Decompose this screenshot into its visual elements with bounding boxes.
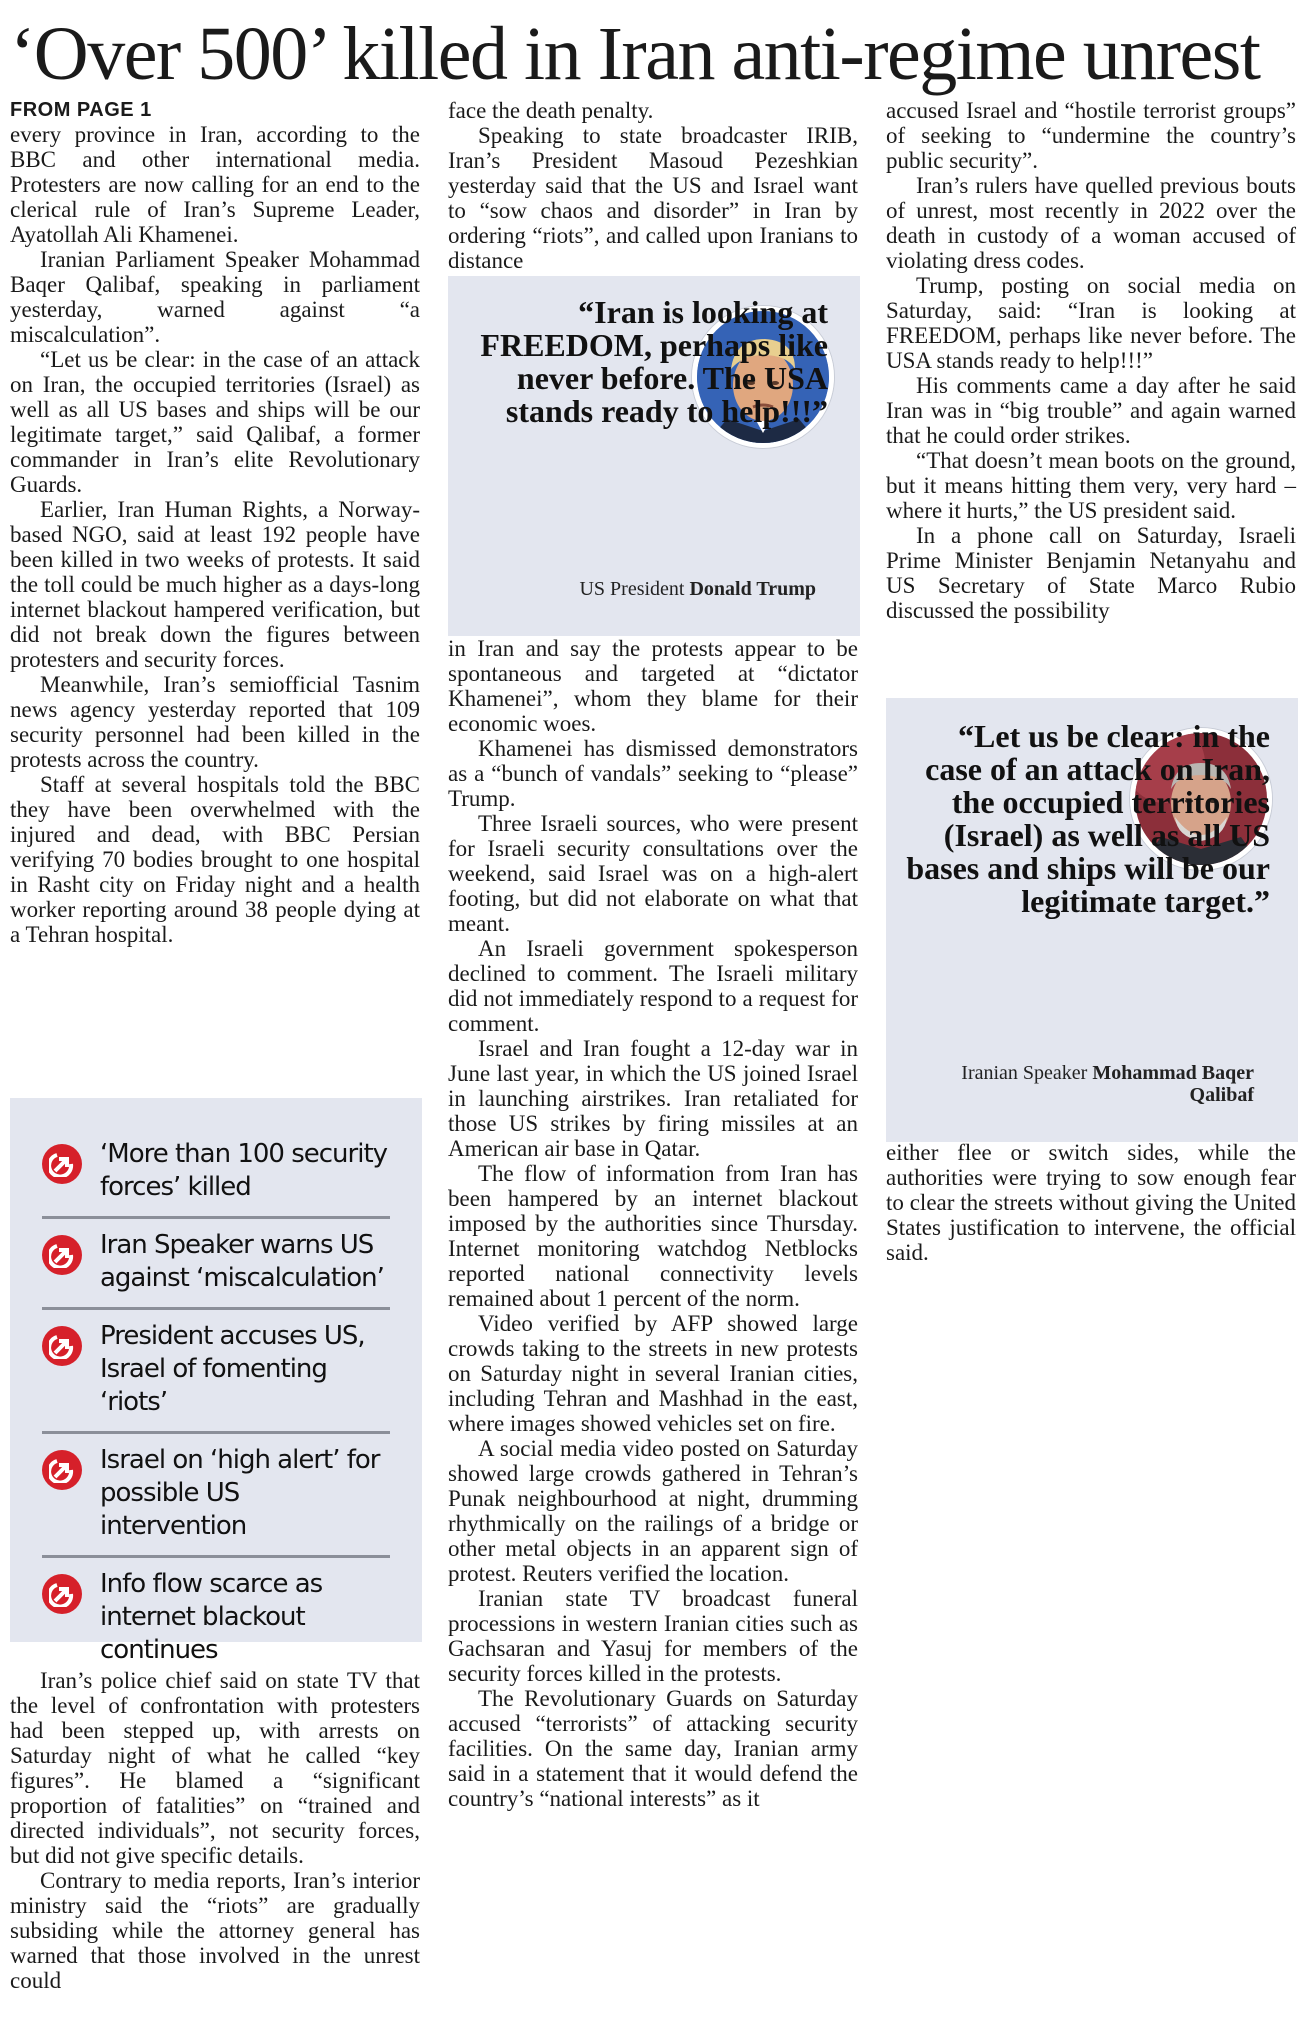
- paragraph: Earlier, Iran Human Rights, a Norway-based NGO, said at least 192 people have been killed in two weeks of protests. It said the toll could be much higher as a days-long internet blackout hampered verification, but did not break down the figures between protesters and security forces.: [10, 497, 420, 672]
- paragraph: Staff at several hospitals told the BBC they have been overwhelmed with the injured and dead, with BBC Persian verifying 70 bodies brought to one hospital in Rasht city on Friday night and a health worker reporting around 38 people dying at a Tehran hospital.: [10, 772, 420, 947]
- paragraph: Three Israeli sources, who were present for Israeli security consultations over the weekend, said Israel was on a high-alert footing, but did not elaborate on what that meant.: [448, 811, 858, 936]
- attribution-role: US President: [579, 578, 685, 600]
- paragraph: Contrary to media reports, Iran’s interior ministry said the “riots” are gradually subsiding while the attorney general has warned that those involved in the unrest could: [10, 1868, 420, 1993]
- headline: ‘Over 500’ killed in Iran anti-regime unrest: [10, 12, 1260, 96]
- attribution-name: Mohammad Baqer Qalibaf: [1092, 1062, 1254, 1106]
- highlight-text: Israel on ‘high alert’ for possible US intervention: [100, 1445, 380, 1541]
- paragraph: Speaking to state broadcaster IRIB, Iran’s President Masoud Pezeshkian yesterday said that the US and Israel want to “sow chaos and disorder” in Iran by ordering “riots”, and called upon Iranians to distance: [448, 123, 858, 273]
- paragraph: An Israeli government spokesperson declined to comment. The Israeli military did not immediately respond to a request for comment.: [448, 936, 858, 1036]
- pull-quote-qalibaf: [886, 698, 1298, 1142]
- paragraph: face the death penalty.: [448, 98, 654, 123]
- paragraph: A social media video posted on Saturday showed large crowds gathered in Tehran’s Punak neighbourhood at night, drumming rhythmically on the railings of a bridge or other metal objects in an apparent sign of protest. Reuters verified the location.: [448, 1436, 858, 1586]
- paragraph: “Let us be clear: in the case of an attack on Iran, the occupied territories (Israel) as well as all US bases and ships will be our legitimate target,” said Qalibaf, a former commander in Iran’s elite Revolutionary Guards.: [10, 347, 420, 497]
- highlights-panel: [10, 1098, 422, 1665]
- paragraph: Khamenei has dismissed demonstrators as a “bunch of vandals” seeking to “please” Trump.: [448, 736, 858, 811]
- paragraph: accused Israel and “hostile terrorist groups” of seeking to “undermine the country’s public security”.: [886, 98, 1296, 173]
- paragraph: Israel and Iran fought a 12-day war in June last year, in which the US joined Israel in launching airstrikes. Iran retaliated for those US strikes by firing missiles at an American air base in Qatar.: [448, 1036, 858, 1161]
- paragraph: Iran’s police chief said on state TV that the level of confrontation with protesters had been stepped up, with arrests on Saturday night of what he called “key figures”. He blamed a “significant proportion of fatalities” on “trained and directed individuals”, not security forces, but did not give specific details.: [10, 1668, 420, 1868]
- highlight-text: ‘More than 100 security forces’ killed: [100, 1139, 388, 1202]
- article-column-2: [448, 98, 858, 273]
- highlight-item: [42, 1558, 390, 1679]
- quote-attribution: [476, 578, 816, 600]
- quote-text: “Iran is looking at FREEDOM, perhaps like never before. The USA stands ready to help!!!”: [480, 294, 828, 429]
- pull-quote-trump: [448, 276, 860, 636]
- paragraph: Iranian Parliament Speaker Mohammad Baqer Qalibaf, speaking in parliament yesterday, warned against “a miscalculation”.: [10, 247, 420, 347]
- article-column-2-continued: [448, 636, 858, 1811]
- highlight-item: [42, 1310, 390, 1434]
- paragraph: either flee or switch sides, while the authorities were trying to sow enough fear to clear the streets without giving the United States justification to intervene, the official said.: [886, 1140, 1296, 1265]
- highlight-text: President accuses US, Israel of fomenting ‘riots’: [100, 1321, 365, 1417]
- paragraph: Trump, posting on social media on Saturday, said: “Iran is looking at FREEDOM, perhaps like never before. The USA stands ready to help!!!”: [886, 273, 1296, 373]
- paragraph: Meanwhile, Iran’s semiofficial Tasnim news agency yesterday reported that 109 security personnel had been killed in the protests across the country.: [10, 672, 420, 772]
- article-column-3-continued: [886, 1140, 1296, 1265]
- quote-text: “Let us be clear: in the case of an attack on Iran, the occupied territories (Israel) as well as all US bases and ships will be our legitimate target.”: [906, 718, 1270, 919]
- article-column-1: [10, 98, 420, 947]
- paragraph: Iran’s rulers have quelled previous bouts of unrest, most recently in 2022 over the death in custody of a woman accused of violating dress codes.: [886, 173, 1296, 273]
- paragraph: “That doesn’t mean boots on the ground, but it means hitting them very, very hard – where it hurts,” the US president said.: [886, 448, 1296, 523]
- paragraph: His comments came a day after he said Iran was in “big trouble” and again warned that he could order strikes.: [886, 373, 1296, 448]
- paragraph: In a phone call on Saturday, Israeli Prime Minister Benjamin Netanyahu and US Secretary of State Marco Rubio discussed the possibility: [886, 523, 1296, 623]
- paragraph: every province in Iran, according to the BBC and other international media. Protesters are now calling for an end to the clerical rule of Iran’s Supreme Leader, Ayatollah Ali Khamenei.: [10, 122, 420, 247]
- paragraph: Iranian state TV broadcast funeral processions in western Iranian cities such as Gachsaran and Yasuj for members of the security forces killed in the protests.: [448, 1586, 858, 1686]
- arrow-circle-icon: [42, 1144, 82, 1184]
- paragraph: The flow of information from Iran has been hampered by an internet blackout imposed by the authorities since Thursday. Internet monitoring watchdog Netblocks reported national connectivity levels remained about 1 percent of the norm.: [448, 1161, 858, 1311]
- paragraph: in Iran and say the protests appear to be spontaneous and targeted at “dictator Khamenei”, whom they blame for their economic woes.: [448, 636, 858, 736]
- quote-attribution: [914, 1062, 1254, 1106]
- highlight-text: Iran Speaker warns US against ‘miscalculation’: [100, 1230, 384, 1293]
- attribution-role: Iranian Speaker: [961, 1062, 1088, 1084]
- arrow-circle-icon: [42, 1235, 82, 1275]
- article-column-3: [886, 98, 1296, 623]
- paragraph: The Revolutionary Guards on Saturday accused “terrorists” of attacking security facilities. On the same day, Iranian army said in a statement that it would defend the country’s “national interests” as it: [448, 1686, 858, 1811]
- arrow-circle-icon: [42, 1326, 82, 1366]
- attribution-name: Donald Trump: [689, 578, 816, 600]
- paragraph: Video verified by AFP showed large crowds taking to the streets in new protests on Saturday night in several Iranian cities, including Tehran and Mashhad in the east, where images showed vehicles set on fire.: [448, 1311, 858, 1436]
- highlight-text: Info flow scarce as internet blackout continues: [100, 1569, 323, 1665]
- highlight-item: [42, 1219, 390, 1310]
- article-column-1-continued: [10, 1668, 420, 1993]
- highlight-item: [42, 1128, 390, 1219]
- kicker: FROM PAGE 1: [10, 99, 152, 121]
- highlight-item: [42, 1434, 390, 1558]
- arrow-circle-icon: [42, 1574, 82, 1614]
- arrow-circle-icon: [42, 1450, 82, 1490]
